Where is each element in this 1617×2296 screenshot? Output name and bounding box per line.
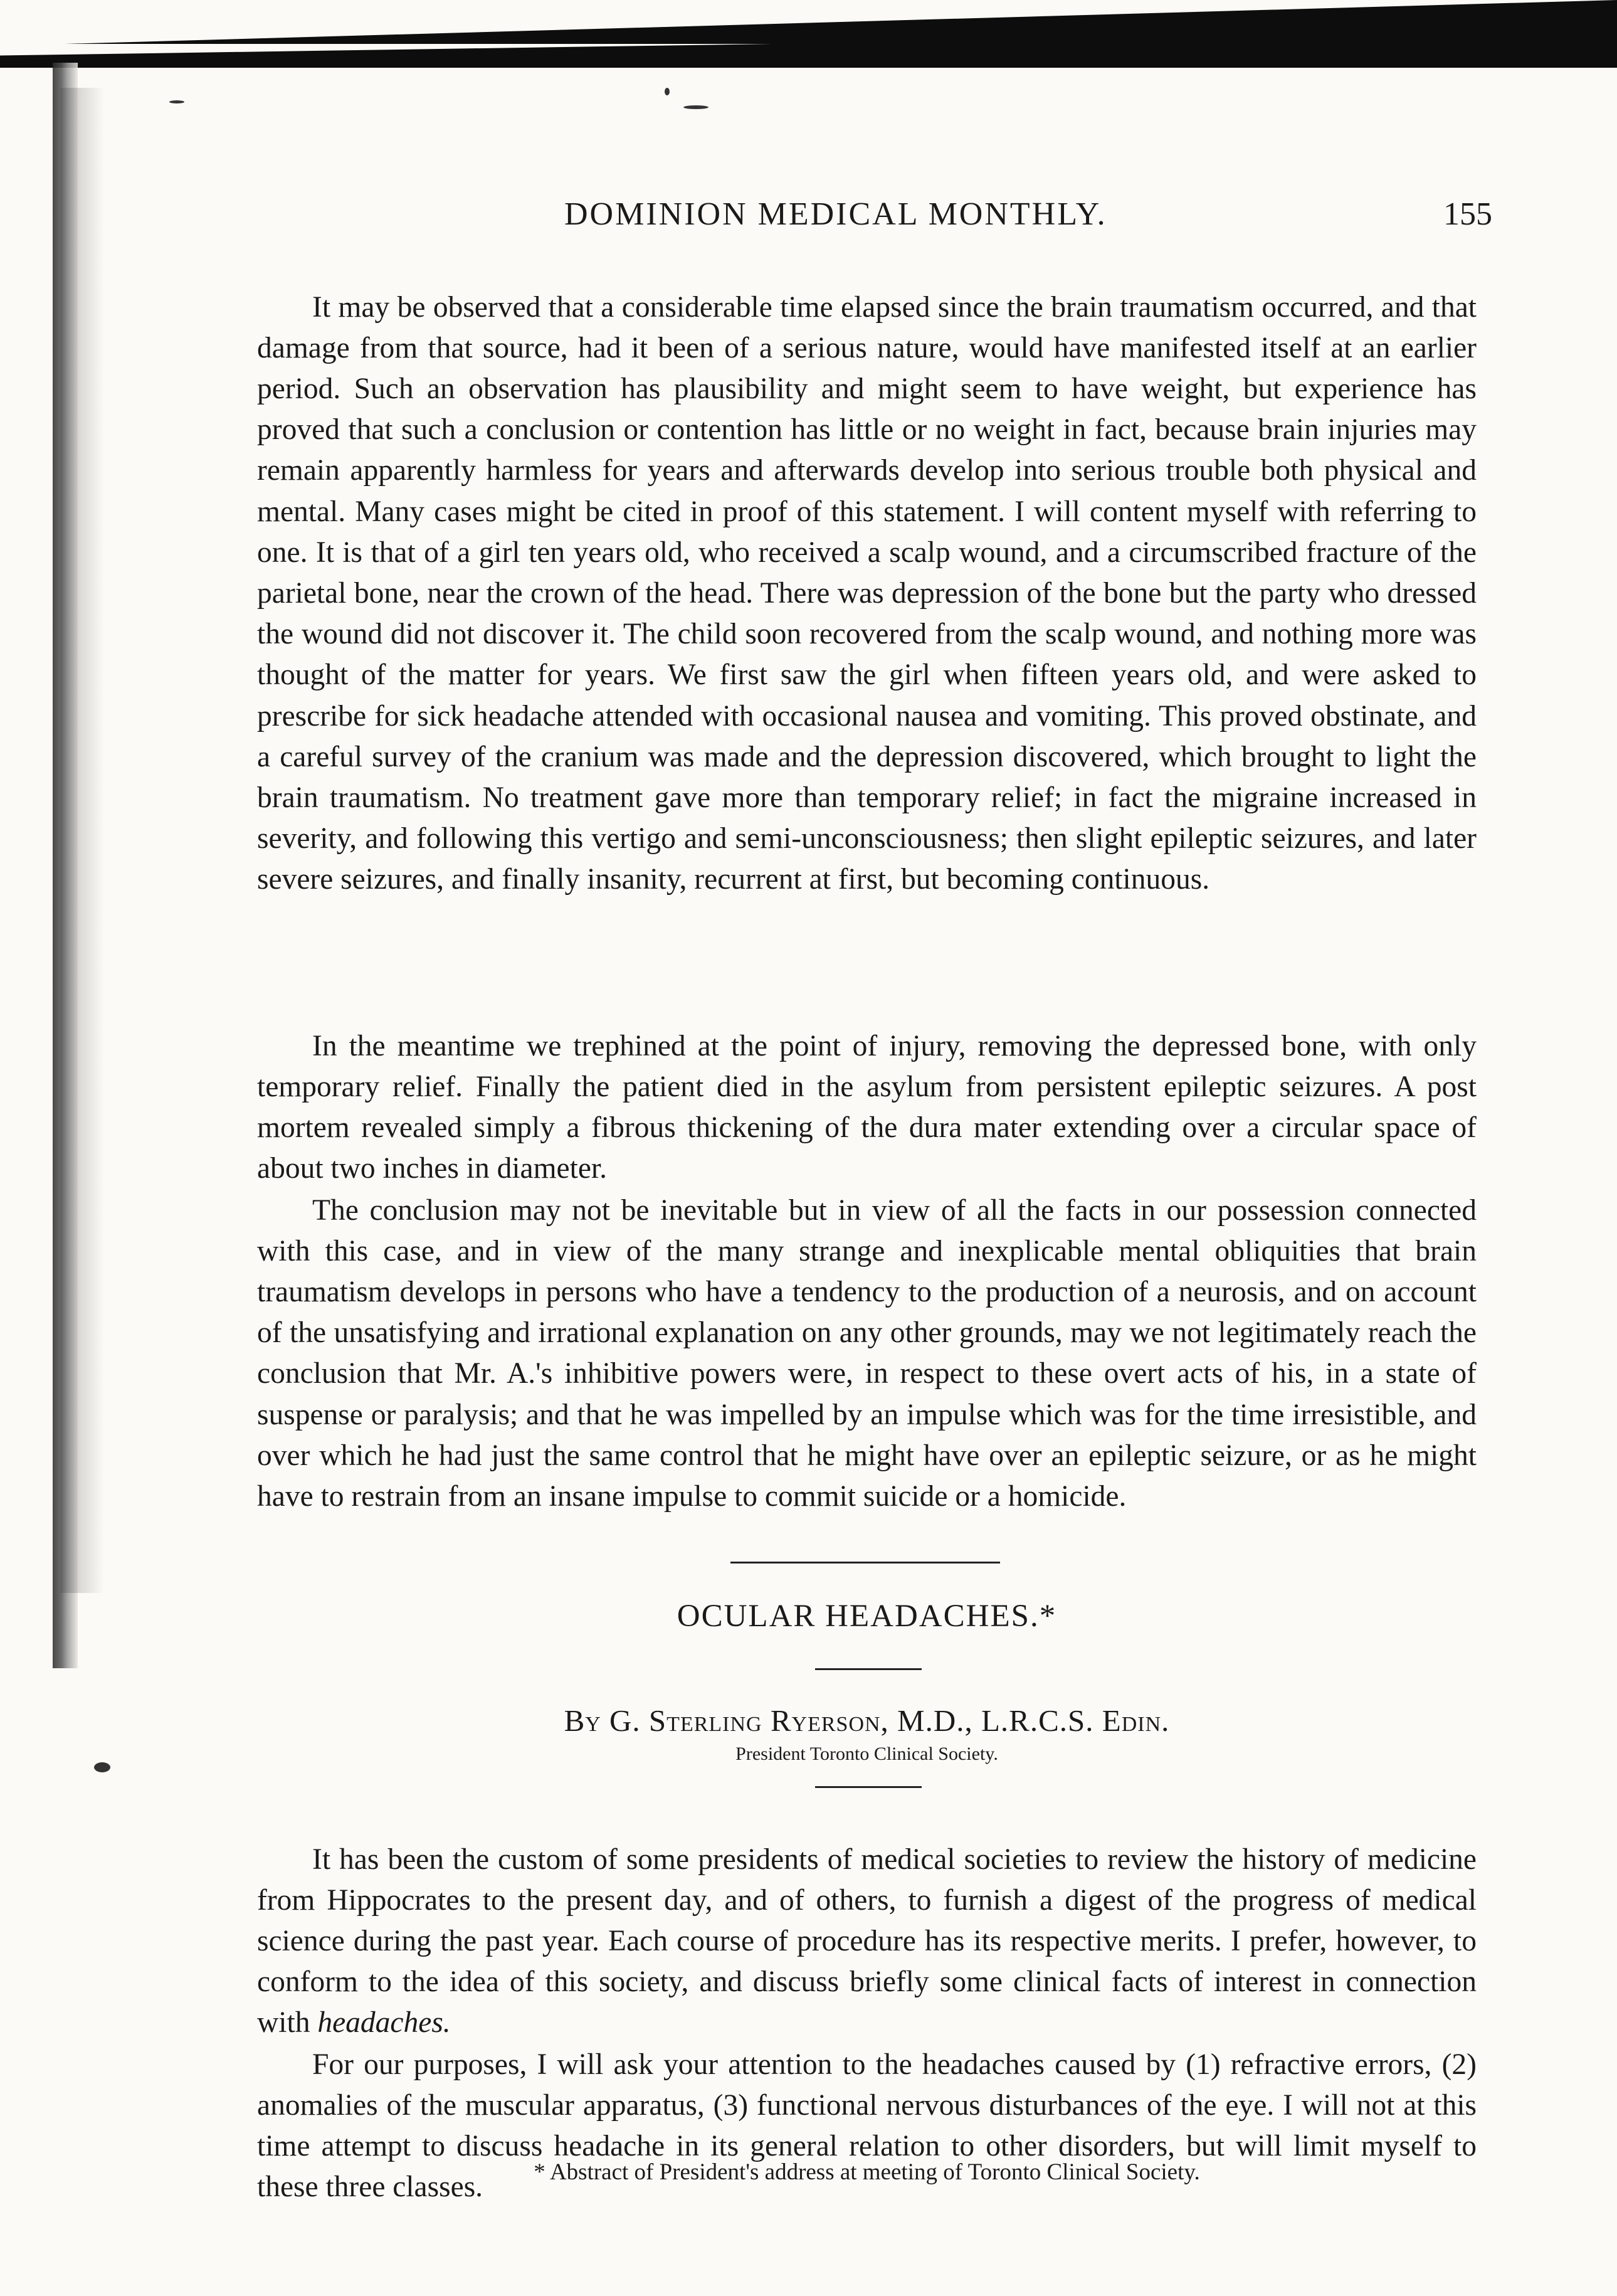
- scan-top-edge-inner: [0, 0, 1617, 44]
- article-title: OCULAR HEADACHES.*: [677, 1599, 1057, 1634]
- page-number: 155: [1443, 196, 1492, 232]
- scan-speck: [665, 88, 670, 95]
- section-divider: [730, 1562, 1000, 1563]
- paragraph-brain-injury-case: It may be observed that a considerable time elapsed since the brain traumatism occurred, and that damage from that source, had it been of a serious nature, would have manifested itself at an earlier period. Such an observation has plausibility and might seem to have weight, but experience has proved that such a conclusion or contention has little or no weight in fact, because brain injuries may remain apparently harmless for years and afterwards develop into serious trouble both physical and mental. Many cases might be cited in proof of this statement. I will content myself with referring to one. It is that of a girl ten years old, who received a scalp wound, and a circumscribed fracture of the parietal bone, near the crown of the head. There was depression of the bone but the party who dressed the wound did not discover it. The child soon recovered from the scalp wound, and nothing more was thought of the matter for years. We first saw the girl when fifteen years old, and were asked to prescribe for sick headache attended with occasional nausea and vomiting. This proved obstinate, and a careful survey of the cranium was made and the depression discovered, which brought to light the brain traumatism. No treatment gave more than temporary relief; in fact the migraine increased in severity, and following this vertigo and semi-unconsciousness; then slight epileptic seizures, and later severe seizures, and finally insanity, recurrent at first, but becoming continuous.: [257, 290, 1477, 896]
- emphasized-word: headaches.: [317, 2006, 451, 2039]
- author-byline: By G. Sterling Ryerson, M.D., L.R.C.S. Edin.: [564, 1703, 1170, 1738]
- running-title: DOMINION MEDICAL MONTHLY.: [564, 196, 1107, 232]
- scan-speck: [94, 1762, 110, 1772]
- footnote: * Abstract of President's address at meeting of Toronto Clinical Society.: [534, 2159, 1200, 2185]
- byline-rule: [815, 1786, 922, 1788]
- scan-speck: [169, 100, 184, 103]
- page-header: [257, 196, 1492, 241]
- scan-speck: [683, 105, 708, 109]
- paragraph-conclusion: The conclusion may not be inevitable but in view of all the facts in our possession connected with this case, and in view of the many strange and inexplicable mental obliquities that brain traumatism develops in persons who have a tendency to the production of a neurosis, and on account of the unsatisfying and irrational explanation on any other grounds, may we not legitimately reach the conclusion that Mr. A.'s inhibitive powers were, in respect to these overt acts of his, in a state of suspense or paralysis; and that he was impelled by an impulse which was for the time irresistible, and over which he had just the same control that he might have over an epileptic seizure, or as he might have to restrain from an insane impulse to commit suicide or a homicide.: [257, 1193, 1477, 1513]
- paragraph-introduction: [257, 1839, 1477, 2044]
- gutter-shadow: [60, 88, 104, 1593]
- paragraph-headache-classes: For our purposes, I will ask your attention to the headaches caused by (1) refractive errors, (2) anomalies of the muscular apparatus, (3) functional nervous disturbances of the eye. I will not at this time attempt to discuss headache in its general relation to other disorders, but will limit myself to these three classes.: [257, 2048, 1477, 2204]
- author-affiliation: President Toronto Clinical Society.: [735, 1743, 998, 1764]
- introduction-text: It has been the custom of some presidents of medical societies to review the history of medicine from Hippocrates to the present day, and of others, to furnish a digest of the progress of medical science during the past year. Each course of procedure has its respective merits. I prefer, however, to conform to the idea of this society, and discuss briefly some clinical facts of interest in connection with: [257, 1843, 1477, 2039]
- paragraph-trephining: In the meantime we trephined at the point of injury, removing the depressed bone, with only temporary relief. Finally the patient died in the asylum from persistent epileptic seizures. A post mortem revealed simply a fibrous thickening of the dura mater extending over a circular space of about two inches in diameter.: [257, 1029, 1477, 1185]
- title-rule: [815, 1668, 922, 1670]
